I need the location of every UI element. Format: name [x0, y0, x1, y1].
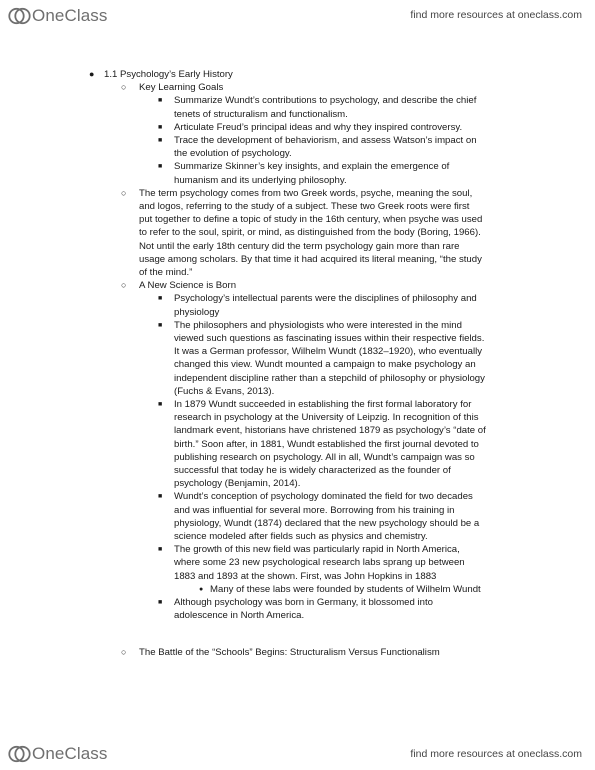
goal-text-line: Summarize Skinner’s key insights, and explain the emergence of [174, 161, 450, 173]
section-title: 1.1 Psychology’s Early History [104, 69, 233, 80]
goal-text-line: Trace the development of behaviorism, and assess Watson’s impact on [174, 135, 477, 146]
outline-bullet-level3: ■ [158, 163, 163, 171]
new-science-item-line: landmark event, historians have christened 1879 as psychology’s “date of [174, 425, 486, 437]
find-more-resources-link-footer[interactable]: find more resources at oneclass.com [410, 748, 582, 760]
page-header [0, 0, 595, 34]
new-science-item-line: In 1879 Wundt succeeded in establishing the first formal laboratory for [174, 399, 472, 410]
outline-bullet-level2: ○ [121, 187, 127, 198]
outline-bullet-level3: ■ [158, 295, 163, 303]
new-science-heading: A New Science is Born [139, 280, 237, 292]
page-footer [0, 736, 595, 770]
find-more-resources-link[interactable]: find more resources at oneclass.com [410, 9, 582, 21]
outline-bullet-level3: ■ [158, 123, 163, 131]
oneclass-logo-footer[interactable] [8, 744, 107, 764]
term-paragraph-line: Not until the early 18th century did the term psychology gain more than rare [139, 240, 460, 252]
new-science-item-line: where some 23 new psychological research labs sprang up between [174, 557, 465, 569]
outline-bullet-level2: ○ [121, 82, 127, 93]
outline-bullet-level2: ○ [121, 647, 127, 658]
last-item-line: adolescence in North America. [174, 610, 305, 622]
oneclass-wordmark: OneClass [32, 744, 108, 763]
term-paragraph-line: and logos, referring to the study of a subject. These two Greek roots were first [139, 201, 470, 212]
goal-text-line: humanism and its underlying philosophy. [174, 174, 347, 186]
oneclass-logo-icon [8, 6, 32, 26]
outline-bullet-level1: ● [89, 69, 95, 79]
outline-bullet-level3: ■ [158, 137, 163, 144]
outline-bullet-level3: ■ [158, 599, 163, 606]
term-paragraph-line: put together to define a topic of study in the 16th century, when psyche was used [139, 214, 483, 226]
key-goals-heading: Key Learning Goals [139, 82, 224, 94]
goal-text-line: the evolution of psychology. [174, 148, 292, 160]
new-science-item-line: viewed such questions as fascinating issues within their respective fields. [174, 333, 485, 344]
new-science-item-line: Wundt’s conception of psychology dominated the field for two decades [174, 491, 473, 503]
new-science-item-line: (Fuchs & Evans, 2013). [174, 385, 275, 397]
new-science-item-line: independent discipline rather than a stepchild of philosophy or physiology [174, 372, 485, 384]
new-science-item-line: The growth of this new field was particularly rapid in North America, [174, 544, 460, 556]
new-science-item-line: 1883 and 1893 at the shown. First, was John Hopkins in 1883 [174, 570, 437, 582]
new-science-item-line: research in psychology at the University of Leipzig. In recognition of this [174, 412, 479, 424]
term-paragraph-line: of the mind.” [139, 267, 193, 278]
oneclass-logo[interactable] [8, 6, 107, 26]
outline-bullet-level3: ■ [158, 97, 163, 105]
goal-text-line: Summarize Wundt’s contributions to psychology, and describe the chief [174, 95, 477, 107]
oneclass-wordmark: OneClass [32, 6, 108, 25]
term-paragraph-line: to refer to the soul, spirit, or mind, as distinguished from the body (Boring, 1966). [139, 227, 481, 239]
goal-text-line: tenets of structuralism and functionalism. [174, 108, 348, 120]
outline-bullet-level3: ■ [158, 493, 163, 501]
oneclass-logo-icon [8, 744, 32, 764]
new-science-item-line: and was influential for several more. Borrowing from his training in [174, 504, 455, 516]
last-item-line: Although psychology was born in Germany, it blossomed into [174, 597, 433, 608]
new-science-item-line: science modeled after fields such as physics and chemistry. [174, 531, 428, 542]
new-science-item-line: changed this view. Wundt mounted a campaign to make psychology an [174, 359, 476, 371]
term-paragraph-line: The term psychology comes from two Greek words, psyche, meaning the soul, [139, 187, 473, 199]
new-science-item-line: successful that today he is widely characterized as the founder of [174, 465, 451, 476]
new-science-item-line: Psychology’s intellectual parents were the disciplines of philosophy and [174, 293, 477, 305]
battle-heading: The Battle of the “Schools” Begins: Structuralism Versus Functionalism [139, 647, 440, 659]
goal-text-line: Articulate Freud’s principal ideas and why they inspired controversy. [174, 121, 463, 133]
term-paragraph-line: usage among scholars. By that time it had acquired its literal meaning, “the study [139, 253, 482, 265]
outline-bullet-level2: ○ [121, 280, 127, 291]
outline-bullet-level4: ● [199, 585, 204, 593]
new-science-item-line: It was a German professor, Wilhelm Wundt (1832–1920), who eventually [174, 346, 483, 358]
outline-bullet-level3: ■ [158, 401, 163, 408]
new-science-item-line: The philosophers and physiologists who were interested in the mind [174, 319, 462, 331]
new-science-item-line: physiology [174, 306, 220, 318]
new-science-item-line: publishing research on psychology. All in all, Wundt’s campaign was so [174, 451, 475, 463]
outline-bullet-level3: ■ [158, 321, 163, 329]
new-science-item-line: psychology (Benjamin, 2014). [174, 478, 301, 490]
new-science-item-line: birth.” Soon after, in 1881, Wundt established the first journal devoted to [174, 438, 479, 450]
outline-bullet-level3: ■ [158, 546, 163, 554]
sub-item-text: Many of these labs were founded by students of Wilhelm Wundt [210, 583, 481, 595]
new-science-item-line: physiology, Wundt (1874) declared that the new psychology should be a [174, 517, 480, 529]
